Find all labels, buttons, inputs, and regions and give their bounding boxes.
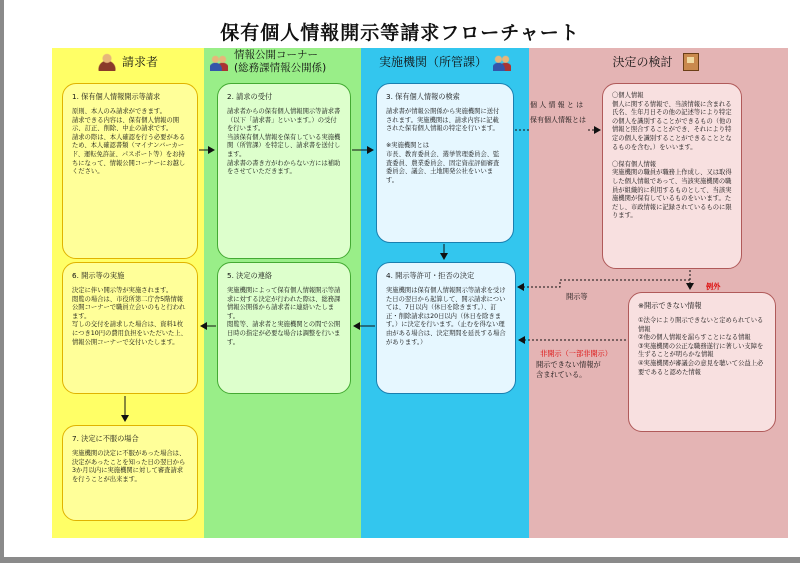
- non-disclosable-text: ①法令により開示できないと定められている情報 ②他の個人情報を漏らすことになる情報 ③実施機関の公正な職務遂行に著しい支障を生ずることが明らかな情報 ④実施機関が審議会の意見を聴いて公益上必要であると認めた情報: [638, 317, 764, 376]
- personal-info-question: 個 人 情 報 と は: [530, 101, 584, 109]
- step-1-title: 1. 保有個人情報開示等請求: [72, 92, 161, 101]
- step-5-title: 5. 決定の連絡: [227, 271, 273, 280]
- step-6-title: 6. 開示等の実施: [72, 271, 125, 280]
- page-title: 保有個人情報開示等請求フローチャート: [220, 22, 580, 44]
- non-disclosure-note: 開示できない情報が 含まれている。: [536, 360, 601, 379]
- step-2-text: 請求者からの保有個人情報開示等請求書（以下「請求書」といいます。）の受付を行います。 当該保有個人情報を保有している実施機関（所管課）を特定し、請求書を送付します。 請求書の書き方がわからない方には補助をさせていただきます。: [227, 108, 341, 176]
- non-disclosure-label: 非開示（一部非開示）: [540, 349, 612, 358]
- step-3-text: 請求書が情報公開係から実施機関に送付されます。実施機関は、請求内容に記載された保有個人情報の特定を行います。 ※実施機関とは 市長、教育委員会、選挙管理委員会、監査委員、農業委員会、固定資産評価審査委員会、議会、土地開発公社をいいます。: [386, 108, 500, 184]
- exception-label: 例外: [706, 282, 721, 291]
- step-2-title: 2. 請求の受付: [227, 92, 273, 101]
- step-1-text: 原則、本人のみ請求ができます。 請求できる内容は、保有個人情報の開示、訂正、削除、中止の請求です。 請求の際は、本人確認を行う必要があるため、本人確認書類（マイナンバーカード、運転免許証、パスポート等）をお持ちになって、情報公開コーナーにお越しください。: [72, 108, 186, 176]
- step-5-text: 実施機関によって保有個人情報開示等請求に対する決定が行われた際は、総務課情報公開係から請求者に連絡いたします。 閲覧等、請求者と実施機関との間で公開日時の指定が必要な場合は調整を行います。: [227, 287, 341, 346]
- lane-label-requester: 請求者: [121, 54, 158, 69]
- lane-label-review: 決定の検討: [612, 54, 673, 69]
- arrow-review-to-4: [518, 280, 690, 287]
- lane-label-agency: 実施機関（所管課）: [378, 54, 487, 69]
- definition-text: 〇個人情報 個人に関する情報で、当該情報に含まれる氏名、生年月日その他の記述等により特定の個人を識別することができるもの（他の情報と照合することができ、それにより特定の個人を識別することができることとなるものを含む。）をいいます。 〇保有個人情報 実施機関の職員が職務上作成し、又は取得した個人情報であって、当該実施機関の職員が組織的に利用するものとして、当該実施機関が保有しているものをいいます。ただし、市政情報に記録されているものに限ります。: [612, 92, 732, 220]
- step-6-text: 決定に伴い開示等が実施されます。 閲覧の場合は、市役所第二庁舎5階情報公開コーナーで職員立会いのもと行われます。 写しの交付を請求した場合は、資料1枚につき10円の費用負担をいただいた上、情報公開コーナーで交付いたします。: [72, 287, 187, 346]
- non-disclosable-title: ※開示できない情報: [638, 301, 702, 310]
- step-4-title: 4. 開示等許可・拒否の決定: [386, 271, 475, 280]
- step-3-title: 3. 保有個人情報の検索: [386, 92, 460, 101]
- disclosure-etc-label: 開示等: [566, 292, 588, 301]
- step-7-title: 7. 決定に不服の場合: [72, 434, 139, 443]
- step-4-text: 実施機関は保有個人情報開示等請求を受けた日の翌日から起算して、開示請求については、7日以内（休日を除きます。）、訂正・削除請求は20日以内（休日を除きます。）に決定を行います。（止むを得ない理由がある場合は、決定期間を延長する場合があります。）: [386, 287, 506, 346]
- step-7-text: 実施機関の決定に不服があった場合は、決定があったことを知った日の翌日から3か月以内に実施機関に対して審査請求を行うことが出来ます。: [72, 450, 186, 483]
- lane-label-counter: 情報公開コーナー (総務課情報公開係): [234, 49, 327, 74]
- held-info-question: 保有個人情報とは: [530, 116, 586, 124]
